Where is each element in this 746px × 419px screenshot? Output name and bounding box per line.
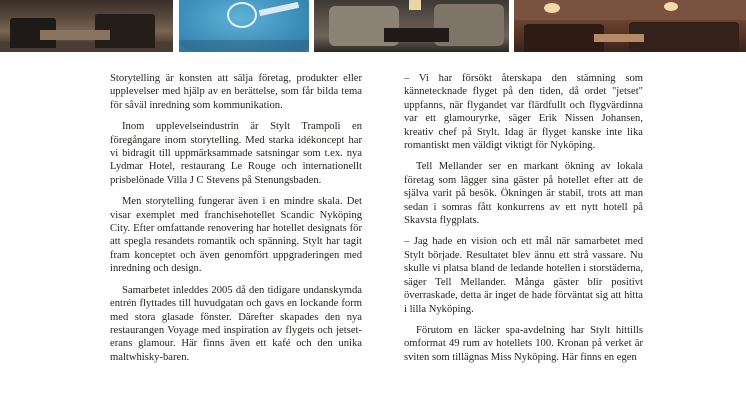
photo-restaurant <box>514 0 746 52</box>
photo-lounge <box>314 0 509 52</box>
paragraph: Samarbetet inleddes 2005 då den tidigare undanskymda entrén flyttades till huvudgatan och gavs en lockande form med stora glasade fönster. Därefter skapades den nya restaurangen Voyage med inspiration av flygets och jetset-erans glamour. Här finns även ett kafé och den unika maltwhisky-baren. <box>110 284 362 363</box>
photo-table <box>384 28 449 42</box>
right-column <box>404 72 643 372</box>
paragraph: Tell Mellander ser en markant ökning av lokala företag som lägger sina gäster på hotellet efter att de själva varit på besök. Ökningen är stabil, trots att man sedan i somras fått konkurrens av ett nytt hotell på Skavsta flygplats. <box>404 161 643 227</box>
photo-light <box>544 3 560 13</box>
photo-blue-pillow <box>179 0 309 52</box>
paragraph: Inom upplevelseindustrin är Stylt Trampoli en föregångare inom storytelling. Med starka idékoncept har vi bidragit till uppmärksammade satsningar som t.ex. nya Lydmar Hotel, restaurang Le Rouge och internationellt prisbelönade Villa J C Stevens på Stenungsbaden. <box>110 121 362 186</box>
paragraph: Men storytelling fungerar även i en mindre skala. Det visar exemplet med franchisehotellet Scandic Nyköping City. Efter omfattande renovering har hotellet designats för att spegla resandets romantik och spänning. Stylt har tagit fram konceptet och även genomfört uppgraderingen med inredning och design. <box>110 196 362 275</box>
paragraph: Storytelling är konsten att sälja företag, produkter eller upplevelser med hjälp av en berättelse, som får bilda tema för såväl inredning som kommunikation. <box>110 73 362 111</box>
photo-dining-room <box>0 0 173 52</box>
photo-table <box>40 30 110 40</box>
paragraph: – Jag hade en vision och ett mål när samarbetet med Stylt började. Resultatet blev ännu ett strå vassare. Nu skulle vi platsa bland de ledande hotellen i storstäderna, säger Tell Mellander. Många gäster blir positivt överraskade, detta är inget de hade förväntat sig att hitta i lilla Nyköping. <box>404 236 643 315</box>
left-column <box>110 72 362 372</box>
photo-seat <box>524 24 604 52</box>
photo-strip <box>0 0 746 52</box>
photo-light <box>664 2 678 11</box>
photo-shadow <box>179 40 309 52</box>
photo-seat <box>629 22 739 52</box>
photo-table <box>594 34 644 42</box>
paragraph: – Vi har försökt återskapa den stämning som kännetecknade flyget på den tiden, då ordet "jetset" uppfanns, när flygandet var flärdfullt och flygvärdinna var ett glamouryrke, säger Erik Nissen Johansen, kreativ chef på Stylt. Idag är flyget kanske inte lika romantiskt men väldigt viktigt för Nyköping. <box>404 73 643 152</box>
photo-lamp <box>409 0 421 10</box>
pillow-emblem-icon <box>227 2 257 28</box>
paragraph: Förutom en läcker spa-avdelning har Stylt hittills omformat 49 rum av hotellets 100. Kronan på verket är sviten som tillägnas Miss Nyköping. Här finns en egen <box>404 324 643 363</box>
